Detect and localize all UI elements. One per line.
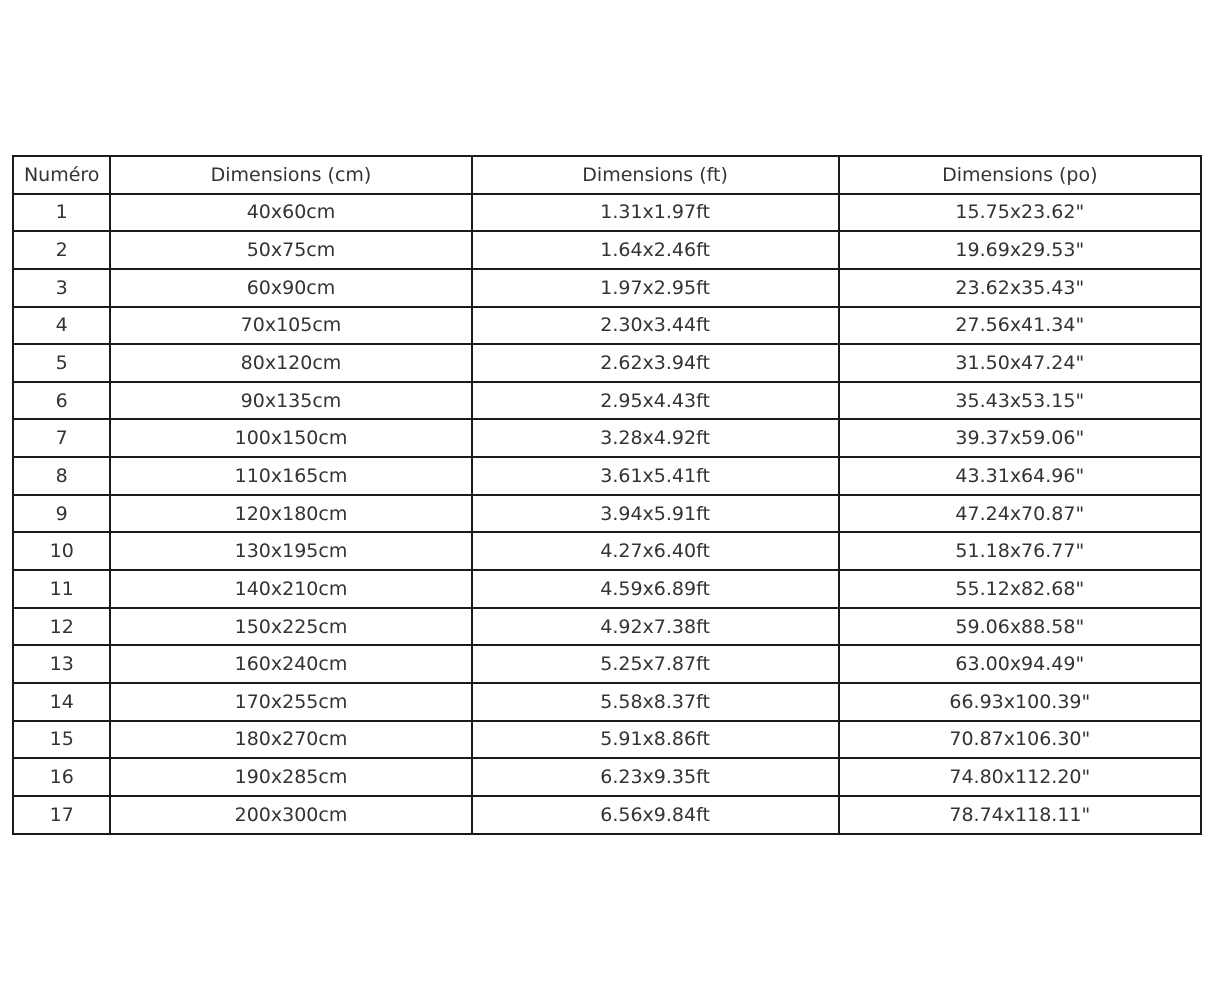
column-header-numero: Numéro [13,156,110,194]
cell-numero: 6 [13,382,110,420]
cell-numero: 1 [13,194,110,232]
cell-dimensions-ft: 1.31x1.97ft [472,194,839,232]
cell-dimensions-po: 15.75x23.62" [839,194,1201,232]
table-row [13,796,1201,834]
cell-dimensions-ft: 6.56x9.84ft [472,796,839,834]
cell-numero: 16 [13,758,110,796]
table-row [13,495,1201,533]
cell-dimensions-cm: 130x195cm [110,532,471,570]
cell-dimensions-po: 43.31x64.96" [839,457,1201,495]
dimensions-table-container [12,155,1202,835]
table-row [13,194,1201,232]
cell-numero: 3 [13,269,110,307]
cell-dimensions-po: 27.56x41.34" [839,307,1201,345]
dimensions-table [12,155,1202,835]
cell-dimensions-cm: 100x150cm [110,419,471,457]
cell-dimensions-po: 47.24x70.87" [839,495,1201,533]
table-body [13,194,1201,834]
cell-dimensions-po: 55.12x82.68" [839,570,1201,608]
cell-dimensions-po: 51.18x76.77" [839,532,1201,570]
table-row [13,344,1201,382]
cell-dimensions-po: 19.69x29.53" [839,231,1201,269]
cell-dimensions-ft: 6.23x9.35ft [472,758,839,796]
cell-dimensions-ft: 1.97x2.95ft [472,269,839,307]
cell-dimensions-ft: 5.91x8.86ft [472,721,839,759]
table-row [13,231,1201,269]
column-header-dimensions-po: Dimensions (po) [839,156,1201,194]
table-row [13,570,1201,608]
cell-dimensions-cm: 70x105cm [110,307,471,345]
cell-dimensions-po: 39.37x59.06" [839,419,1201,457]
table-row [13,419,1201,457]
cell-dimensions-ft: 3.28x4.92ft [472,419,839,457]
cell-dimensions-cm: 120x180cm [110,495,471,533]
cell-dimensions-ft: 1.64x2.46ft [472,231,839,269]
cell-dimensions-po: 63.00x94.49" [839,645,1201,683]
table-row [13,683,1201,721]
cell-numero: 9 [13,495,110,533]
cell-numero: 15 [13,721,110,759]
cell-dimensions-po: 31.50x47.24" [839,344,1201,382]
cell-dimensions-ft: 4.92x7.38ft [472,608,839,646]
cell-dimensions-ft: 5.58x8.37ft [472,683,839,721]
cell-dimensions-ft: 3.61x5.41ft [472,457,839,495]
table-row [13,457,1201,495]
column-header-dimensions-cm: Dimensions (cm) [110,156,471,194]
table-row [13,269,1201,307]
cell-dimensions-cm: 40x60cm [110,194,471,232]
cell-numero: 17 [13,796,110,834]
cell-dimensions-ft: 4.27x6.40ft [472,532,839,570]
cell-dimensions-ft: 4.59x6.89ft [472,570,839,608]
cell-dimensions-ft: 2.95x4.43ft [472,382,839,420]
cell-numero: 13 [13,645,110,683]
cell-dimensions-ft: 5.25x7.87ft [472,645,839,683]
cell-numero: 10 [13,532,110,570]
cell-dimensions-po: 70.87x106.30" [839,721,1201,759]
table-row [13,721,1201,759]
cell-dimensions-ft: 3.94x5.91ft [472,495,839,533]
cell-dimensions-po: 59.06x88.58" [839,608,1201,646]
table-row [13,532,1201,570]
column-header-dimensions-ft: Dimensions (ft) [472,156,839,194]
cell-numero: 2 [13,231,110,269]
cell-dimensions-cm: 90x135cm [110,382,471,420]
cell-numero: 14 [13,683,110,721]
cell-numero: 12 [13,608,110,646]
cell-dimensions-cm: 190x285cm [110,758,471,796]
cell-numero: 8 [13,457,110,495]
cell-dimensions-po: 35.43x53.15" [839,382,1201,420]
cell-dimensions-cm: 80x120cm [110,344,471,382]
cell-dimensions-po: 78.74x118.11" [839,796,1201,834]
table-row [13,608,1201,646]
cell-dimensions-cm: 140x210cm [110,570,471,608]
cell-dimensions-po: 74.80x112.20" [839,758,1201,796]
cell-numero: 11 [13,570,110,608]
cell-numero: 7 [13,419,110,457]
cell-dimensions-cm: 180x270cm [110,721,471,759]
cell-dimensions-cm: 170x255cm [110,683,471,721]
cell-dimensions-cm: 60x90cm [110,269,471,307]
cell-dimensions-po: 66.93x100.39" [839,683,1201,721]
cell-dimensions-po: 23.62x35.43" [839,269,1201,307]
cell-dimensions-cm: 150x225cm [110,608,471,646]
cell-numero: 4 [13,307,110,345]
cell-numero: 5 [13,344,110,382]
table-row [13,307,1201,345]
cell-dimensions-cm: 110x165cm [110,457,471,495]
table-row [13,758,1201,796]
cell-dimensions-cm: 50x75cm [110,231,471,269]
header-row [13,156,1201,194]
cell-dimensions-cm: 200x300cm [110,796,471,834]
cell-dimensions-cm: 160x240cm [110,645,471,683]
cell-dimensions-ft: 2.62x3.94ft [472,344,839,382]
table-row [13,645,1201,683]
cell-dimensions-ft: 2.30x3.44ft [472,307,839,345]
table-row [13,382,1201,420]
